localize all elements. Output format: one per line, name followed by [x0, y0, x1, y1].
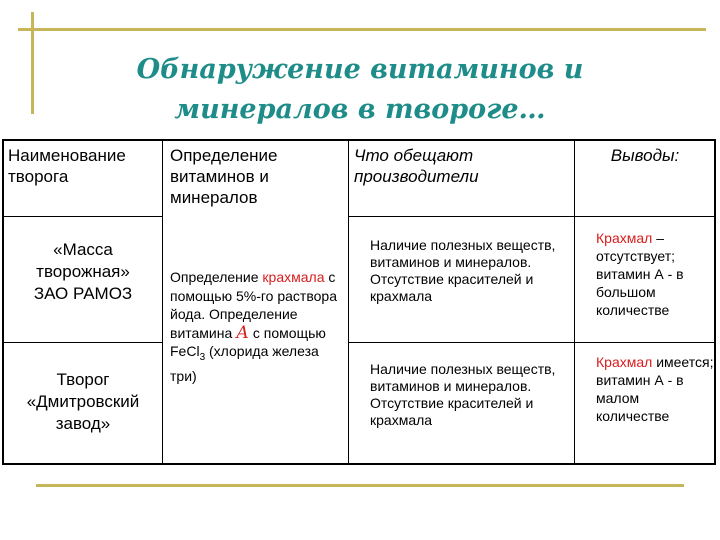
- method-line: с помощью 5%-го раствора йода.: [170, 269, 337, 322]
- header-conclusion: Выводы:: [610, 146, 680, 165]
- row-divider: [348, 342, 714, 343]
- promise-2: Наличие полезных веществ, витаминов и минералов. Отсутствие красителей и крахмала: [370, 361, 556, 428]
- conclusion-1: [596, 229, 714, 319]
- product-name-1: [10, 239, 156, 305]
- method-description: [170, 268, 348, 386]
- conclusion-text: имеется; витамин А - в малом количестве: [596, 354, 714, 424]
- slide-title: Обнаружение витаминов и минералов в твороге…: [136, 54, 584, 125]
- starch-word: крахмала: [262, 269, 325, 285]
- product-name: «Масса творожная»: [36, 240, 130, 281]
- column-divider: [574, 141, 575, 463]
- promise-1: Наличие полезных веществ, витаминов и минералов. Отсутствие красителей и крахмала: [370, 237, 556, 304]
- starch-label: Крахмал: [596, 230, 653, 246]
- product-maker: ЗАО РАМОЗ: [33, 284, 133, 303]
- header-method: Определение витаминов и минералов: [170, 146, 278, 207]
- product-name-2: Творог «Дмитровский завод»: [26, 370, 140, 433]
- frame-bottom-line: [36, 484, 684, 487]
- subscript: 3: [199, 351, 206, 363]
- column-divider: [348, 141, 349, 463]
- method-line: с помощью FeCl: [170, 324, 326, 359]
- method-line: (хлорида железа три): [170, 343, 319, 385]
- vitamin-letter: А: [236, 322, 250, 343]
- conclusion-2: [596, 353, 714, 425]
- starch-label: Крахмал: [596, 354, 653, 370]
- header-promise: Что обещают производители: [354, 146, 479, 186]
- row-divider: [348, 216, 714, 217]
- results-table: [2, 139, 716, 465]
- header-name: Наименование творога: [8, 146, 126, 186]
- row-divider: [4, 342, 162, 343]
- column-divider: [162, 141, 163, 463]
- method-line: Определение: [170, 269, 259, 285]
- method-line: Определение витамина: [170, 306, 298, 341]
- conclusion-text: – отсутствует; витамин А - в большом количестве: [596, 230, 684, 318]
- row-divider: [4, 216, 162, 217]
- frame-top-line: [18, 28, 706, 31]
